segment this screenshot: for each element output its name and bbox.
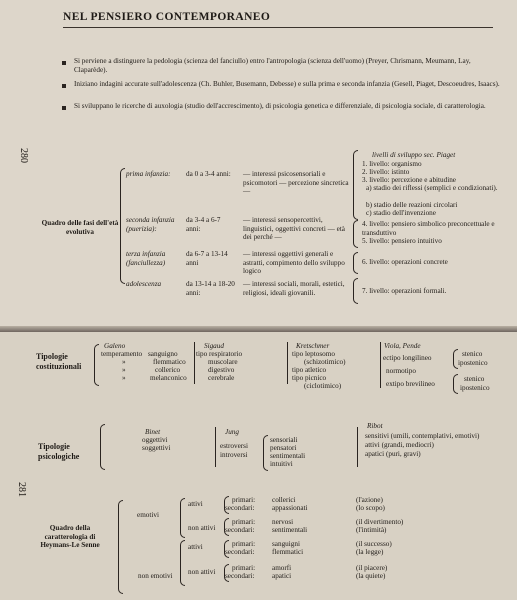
galeno-type: sanguigno (148, 350, 178, 358)
jung-subtype: intuitivi (270, 460, 293, 468)
jung-type: estroversi (220, 442, 248, 450)
character-type: appassionati (272, 504, 308, 512)
column-divider (287, 342, 288, 384)
character-note: (l'azione) (356, 496, 383, 504)
jung-subtype: pensatori (270, 444, 297, 452)
phases-brace (120, 168, 125, 284)
emotivi-brace (180, 498, 185, 538)
piaget-sublevel: b) stadio delle reazioni circolari (366, 201, 458, 209)
non-emotivi-brace (180, 540, 185, 586)
viola-type: normotipo (386, 367, 416, 375)
column-divider (215, 427, 216, 467)
heading-rule (63, 27, 493, 28)
character-note: (il divertimento) (356, 518, 404, 526)
age-label: da 3-4 a 6-7 anni: (186, 216, 221, 233)
piaget-sublevel: c) stadio dell'invenzione (366, 209, 436, 217)
author-binet: Binet (145, 428, 161, 436)
kretschmer-type: tipo leptosomo (292, 350, 335, 358)
author-ribot: Ribot (367, 422, 383, 430)
kretschmer-type: (schizotimico) (304, 358, 346, 366)
character-note: (il piacere) (356, 564, 388, 572)
attivi-label: attivi (188, 500, 203, 508)
viola-type: extipo brevilineo (386, 380, 435, 388)
stage-label: adolescenza (126, 280, 162, 288)
non-emotivi-label: non emotivi (138, 572, 173, 580)
sigaud-type: tipo respiratorio (196, 350, 243, 358)
traits-label: — interessi psicosensoriali e psicomotori — percezione sincretica — (243, 170, 349, 196)
character-type: sanguigni (272, 540, 300, 548)
page-281 (0, 332, 517, 600)
secondari-label: secondari: (225, 526, 255, 534)
column-divider (380, 342, 381, 388)
character-note: (la legge) (356, 548, 384, 556)
character-type: amorfi (272, 564, 292, 572)
bullet-icon (62, 106, 66, 110)
piaget-level: 2. livello: istinto (362, 168, 410, 176)
author-viola-pende: Viola, Pende (384, 342, 421, 350)
character-type: apatici (272, 572, 292, 580)
kretschmer-type: tipo atletico (292, 366, 327, 374)
bullet-text-3: Si sviluppano le ricerche di auxologia (studio dell'accrescimento), di psicologia genetica e differenziale, di psicologia sociale, di caratterologia. (74, 102, 486, 110)
character-type: collerici (272, 496, 296, 504)
primari-label: primari: (232, 518, 256, 526)
piaget-heading: livelli di sviluppo sec. Piaget (372, 151, 456, 159)
piaget-brace (353, 220, 358, 248)
costituzionali-title: Tipologie costituzionali (36, 352, 82, 371)
primari-label: primari: (232, 496, 256, 504)
caratterologia-title: Quadro della caratterologia di Heymans-Le Senne (40, 524, 100, 550)
ditto-mark: » (122, 358, 126, 366)
piaget-brace (353, 150, 358, 220)
traits-label: — interessi sensopercettivi, linguistici, oggettivi concreti — età dei perché — (243, 216, 345, 242)
non-attivi-label: non attivi (188, 568, 216, 576)
piaget-level: 7. livello: operazioni formali. (362, 287, 447, 295)
secondari-label: secondari: (225, 572, 255, 580)
page-number: 281 (16, 482, 27, 497)
character-note: (il successo) (356, 540, 392, 548)
piaget-level: 3. livello: percezione e abitudine (362, 176, 456, 184)
viola-subtype: ipostenico (460, 384, 490, 392)
galeno-type: collerico (155, 366, 181, 374)
ditto-mark: » (122, 374, 126, 382)
character-note: (lo scopo) (356, 504, 385, 512)
piaget-level: 1. livello: organismo (362, 160, 422, 168)
galeno-label: temperamento (101, 350, 143, 358)
piaget-brace (353, 252, 358, 274)
author-kretschmer: Kretschmer (296, 342, 330, 350)
bullet-icon (62, 84, 66, 88)
sigaud-type: cerebrale (208, 374, 235, 382)
costituzionali-brace (94, 344, 99, 386)
phases-title: Quadro delle fasi dell'età evolutiva (41, 219, 119, 236)
caratterologia-brace (118, 500, 123, 594)
ditto-mark: » (122, 366, 126, 374)
piaget-level: 5. livello: pensiero intuitivo (362, 237, 442, 245)
stage-label: terza infanzia (fanciullezza) (126, 250, 166, 267)
secondari-label: secondari: (225, 548, 255, 556)
age-label: da 13-14 a 18-20 anni: (186, 280, 235, 297)
sigaud-type: muscolare (208, 358, 238, 366)
character-note: (l'intimità) (356, 526, 387, 534)
age-label: da 0 a 3-4 anni: (186, 170, 231, 178)
kretschmer-type: (ciclotimico) (304, 382, 342, 390)
character-type: nervosi (272, 518, 294, 526)
jung-brace (263, 435, 268, 471)
viola-type: ectipo longilineo (383, 354, 432, 362)
age-label: da 6-7 a 13-14 anni (186, 250, 228, 267)
author-sigaud: Sigaud (204, 342, 224, 350)
emotivi-label: emotivi (137, 511, 159, 519)
viola-subtype: stenico (462, 350, 483, 358)
character-type: flemmatici (272, 548, 304, 556)
column-divider (194, 342, 195, 384)
stage-label: prima infanzia: (126, 170, 171, 178)
character-note: (la quiete) (356, 572, 386, 580)
stage-label: seconda infanzia (puerizia): (126, 216, 175, 233)
traits-label: — interessi oggettivi generali e astratti, compimento dello sviluppo logico (243, 250, 345, 276)
page-number: 280 (18, 148, 29, 163)
ribot-type: attivi (grandi, mediocri) (365, 441, 434, 449)
primari-label: primari: (232, 564, 256, 572)
attivi-label: attivi (188, 543, 203, 551)
piaget-brace (353, 278, 358, 304)
psicologiche-brace (100, 424, 105, 470)
bullet-text-1: Si perviene a distinguere la pedologia (scienza del fanciullo) entro l'antropologia (scienza dell'uomo) (Preyer, Chrismann, Meumann, Lay, Claparède). (74, 57, 471, 75)
binet-type: oggettivi (142, 436, 168, 444)
piaget-level: 6. livello: operazioni concrete (362, 258, 448, 266)
kretschmer-type: tipo picnico (292, 374, 327, 382)
primari-label: primari: (232, 540, 256, 548)
author-jung: Jung (225, 428, 239, 436)
galeno-type: flemmatico (153, 358, 186, 366)
piaget-sublevel: a) stadio dei riflessi (semplici e condizionati). (366, 184, 498, 192)
traits-label: — interessi sociali, morali, estetici, religiosi, ideali giovanili. (243, 280, 345, 297)
sigaud-type: digestivo (208, 366, 235, 374)
page-heading: NEL PENSIERO CONTEMPORANEO (63, 11, 271, 23)
ribot-type: apatici (puri, gravi) (365, 450, 421, 458)
non-attivi-label: non attivi (188, 524, 216, 532)
viola-subtype: ipostenico (458, 359, 488, 367)
psicologiche-title: Tipologie psicologiche (38, 442, 80, 461)
character-type: sentimentali (272, 526, 308, 534)
bullet-text-2: Iniziano indagini accurate sull'adolescenza (Ch. Buhler, Busemann, Debesse) e sulla prima e seconda infanzia (Gesell, Piaget, Descoeudres, Isaacs). (74, 80, 500, 88)
binet-type: soggettivi (142, 444, 171, 452)
secondari-label: secondari: (225, 504, 255, 512)
author-galeno: Galeno (104, 342, 126, 350)
jung-type: introversi (220, 451, 248, 459)
jung-subtype: sensoriali (270, 436, 298, 444)
bullet-icon (62, 61, 66, 65)
column-divider (357, 427, 358, 467)
viola-subtype: stenico (464, 375, 485, 383)
piaget-level: 4. livello: pensiero simbolico preconcettuale e transduttivo (362, 220, 495, 237)
viola-brace (453, 374, 458, 394)
jung-subtype: sentimentali (270, 452, 306, 460)
galeno-type: melanconico (150, 374, 187, 382)
ribot-type: sensitivi (umili, contemplativi, emotivi) (365, 432, 480, 440)
